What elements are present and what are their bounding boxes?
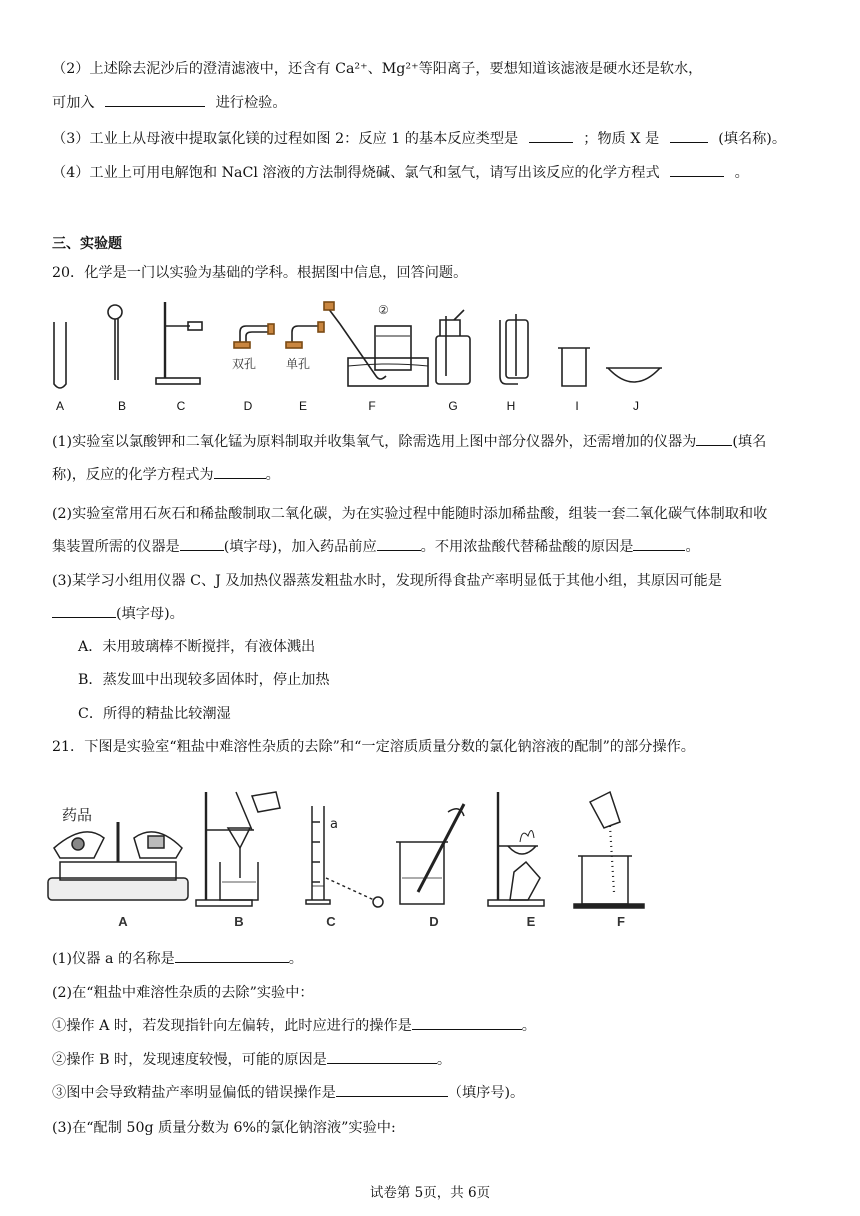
option-b[interactable]: B．蒸发皿中出现较多固体时，停止加热 [78,672,330,688]
q19-part2-line2 [52,92,287,114]
q19-part3-text-b: ；物质 X 是 [583,131,660,147]
stopper-label-e: 单孔 [286,357,311,371]
q20-part1-line1 [52,431,766,453]
q21-part1-text-b: 。 [288,951,303,967]
fig-label: E [298,399,307,413]
answer-blank[interactable] [377,536,421,551]
answer-blank[interactable] [529,128,573,143]
answer-blank[interactable] [670,162,724,177]
fig-label: F [368,399,376,413]
q19-part4-text-b: 。 [734,165,749,181]
q19-part2-text-b: 进行检验。 [215,95,287,111]
section-title: 三、实验题 [52,236,122,252]
q21-part2: (2)在“粗盐中难溶性杂质的去除”实验中： [52,985,314,1001]
answer-blank[interactable] [336,1082,448,1097]
answer-blank[interactable] [670,128,708,143]
q21-part2-2-text-b: 。 [436,1052,452,1068]
fig-label: A [55,399,64,413]
q21-part2-3-text-a: ③图中会导致精盐产率明显偏低的错误操作是 [52,1085,336,1101]
fig-label: F [617,914,625,929]
page-footer: 试卷第 5页，共 6页 [369,1185,491,1201]
q21-stem: 21．下图是实验室“粗盐中难溶性杂质的去除”和“一定溶质质量分数的氯化钠溶液的配制”的部分操作。 [52,739,695,755]
answer-blank[interactable] [52,603,116,618]
answer-blank[interactable] [105,92,205,107]
cylinder-label-a: a [330,817,338,832]
q19-part2-text-a: 可加入 [52,95,95,111]
drug-label: 药品 [62,806,93,824]
q20-part2-text-a: 集装置所需的仪器是 [52,539,180,555]
answer-blank[interactable] [412,1015,522,1030]
q21-part2-1-text-a: ①操作 A 时，若发现指针向左偏转，此时应进行的操作是 [52,1018,412,1034]
q21-operation-figure [44,782,664,912]
q21-part2-3-text-b: （填序号)。 [447,1085,525,1101]
answer-blank[interactable] [175,948,289,963]
option-a[interactable]: A．未用玻璃棒不断搅拌，有液体溅出 [78,639,316,655]
fig-label: C [176,399,186,413]
q21-part1-text-a: (1)仪器 a 的名称是 [52,951,175,967]
q21-part2-1-text-b: 。 [521,1018,536,1034]
q20-apparatus-figure [40,296,680,396]
fig-label: B [117,399,126,413]
q20-part1-text-c: 称)，反应的化学方程式为 [52,467,214,483]
stopper-label-d: 双孔 [232,357,257,371]
q21-part2-2-text-a: ②操作 B 时，发现速度较慢，可能的原因是 [52,1052,327,1068]
fig-label: B [234,914,244,929]
q19-part4 [52,162,749,184]
fig-label: C [326,914,336,929]
fig-label: E [526,914,536,929]
answer-blank[interactable] [214,464,266,479]
fig-label: J [633,399,639,413]
q19-part3 [52,128,786,150]
circled-two: ② [378,303,389,317]
q20-part3-text: (填字母)。 [116,606,184,622]
q20-part2-text-b: (填字母)，加入药品前应 [223,539,377,555]
q20-part1-text-b: (填名 [732,434,767,450]
q19-part3-text-a: （3）工业上从母液中提取氯化镁的过程如图 2：反应 1 的基本反应类型是 [52,131,519,147]
q20-part2-line1: (2)实验室常用石灰石和稀盐酸制取二氧化碳，为在实验过程中能随时添加稀盐酸，组装一套二氧化碳气体制取和收 [52,506,768,522]
q19-part4-text-a: （4）工业上可用电解饱和 NaCl 溶液的方法制得烧碱、氯气和氢气，请写出该反应的化学方程式 [52,165,660,181]
q21-part1 [52,948,303,970]
fig-label: D [243,399,253,413]
q20-part2-text-d: 。 [685,539,700,555]
fig-label: A [118,914,128,929]
fig-label: H [506,399,516,413]
q21-part2-1 [52,1015,536,1037]
fig-label: G [448,399,458,413]
q20-part1-line2 [52,464,280,486]
q20-stem: 20．化学是一门以实验为基础的学科。根据图中信息，回答问题。 [52,265,468,281]
q20-part3-line2 [52,603,184,625]
test-tube-icon [54,322,66,388]
answer-blank[interactable] [696,431,732,446]
q20-part2-line2 [52,536,700,558]
option-c[interactable]: C．所得的精盐比较潮湿 [78,706,231,722]
answer-blank[interactable] [180,536,224,551]
q21-part2-2 [52,1049,451,1071]
q21-part2-3 [52,1082,524,1104]
q20-part1-text-d: 。 [265,467,280,483]
fig-label: I [575,399,579,413]
q20-part1-text-a: (1)实验室以氯酸钾和二氧化锰为原料制取并收集氧气，除需选用上图中部分仪器外，还需增加的仪器为 [52,434,697,450]
q20-part3-line1: (3)某学习小组用仪器 C、J 及加热仪器蒸发粗盐水时，发现所得食盐产率明显低于其他小组，其原因可能是 [52,573,722,589]
answer-blank[interactable] [327,1049,437,1064]
answer-blank[interactable] [633,536,685,551]
q21-part3: (3)在“配制 50g 质量分数为 6%的氯化钠溶液”实验中: [52,1120,396,1136]
q20-part2-text-c: 。不用浓盐酸代替稀盐酸的原因是 [420,539,634,555]
q19-part3-text-c: (填名称)。 [718,131,787,147]
q19-part2-line1: （2）上述除去泥沙后的澄清滤液中，还含有 Ca²⁺、Mg²⁺等阳离子，要想知道该滤液是硬水还是软水， [52,61,703,77]
fig-label: D [429,914,439,929]
